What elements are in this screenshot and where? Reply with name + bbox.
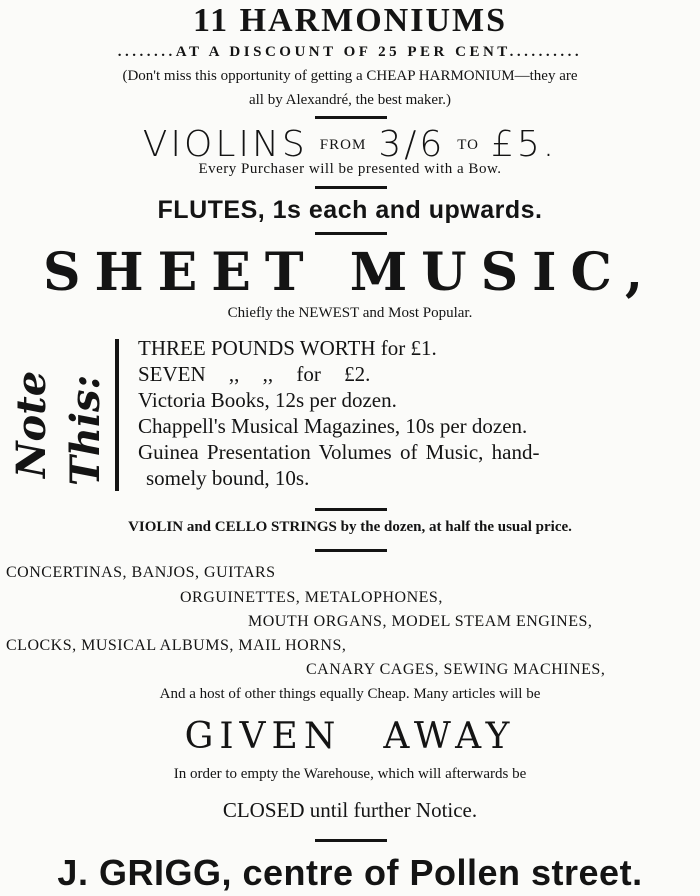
violins-subtitle: Every Purchaser will be presented with a Bow.	[198, 161, 502, 177]
list-item: somely bound, 10s.	[146, 466, 310, 490]
note-this-label	[6, 338, 109, 488]
violins-word: VIOLINS	[142, 124, 308, 165]
list-item: Guinea Presentation Volumes of Music, hand-	[138, 440, 540, 464]
goods-line: MOUTH ORGANS, MODEL STEAM ENGINES,	[248, 613, 593, 630]
violins-high-price: £5.	[490, 124, 558, 165]
goods-line: ORGUINETTES, METALOPHONES,	[180, 589, 443, 606]
note-bar	[115, 339, 119, 491]
given-away-subtitle: In order to empty the Warehouse, which will afterwards be	[173, 766, 527, 782]
list-item: SEVEN ,, ,, for £2.	[138, 362, 371, 386]
strings-line: VIOLIN and CELLO STRINGS by the dozen, at half the usual price.	[128, 519, 572, 535]
closed-line: CLOSED until further Notice.	[222, 798, 478, 822]
divider	[315, 549, 387, 552]
violins-low-price: 3/6	[378, 124, 446, 165]
list-item: Chappell's Musical Magazines, 10s per dozen.	[138, 414, 528, 438]
divider	[315, 232, 387, 235]
divider	[315, 508, 387, 511]
divider	[315, 186, 387, 189]
violins-heading	[0, 124, 700, 165]
note-this-list	[138, 335, 540, 491]
list-item: THREE POUNDS WORTH for £1.	[138, 336, 437, 360]
sheet-music-title: SHEET MUSIC,	[42, 242, 658, 303]
violins-to: TO	[457, 137, 479, 153]
note-word: Note	[8, 370, 55, 478]
goods-line: CLOCKS, MUSICAL ALBUMS, MAIL HORNS,	[6, 637, 347, 654]
violins-from: FROM	[319, 137, 367, 153]
harmoniums-title: 11 HARMONIUMS	[192, 2, 508, 39]
goods-line: CONCERTINAS, BANJOS, GUITARS	[6, 564, 276, 581]
list-item: Victoria Books, 12s per dozen.	[138, 388, 397, 412]
goods-line: CANARY CAGES, SEWING MACHINES,	[306, 661, 606, 678]
harmoniums-note-line2: all by Alexandré, the best maker.)	[248, 92, 452, 108]
given-away-heading	[0, 716, 700, 757]
flutes-line: FLUTES, 1s each and upwards.	[157, 196, 543, 224]
host-line: And a host of other things equally Cheap. Many articles will be	[159, 686, 541, 702]
divider	[315, 116, 387, 119]
footer-address: J. GRIGG, centre of Pollen street.	[57, 852, 643, 893]
this-word: This:	[62, 374, 109, 486]
sheet-music-subtitle: Chiefly the NEWEST and Most Popular.	[227, 305, 473, 321]
away-word: AWAY	[383, 716, 516, 757]
given-word: GIVEN	[184, 716, 342, 757]
harmoniums-note-line1: (Don't miss this opportunity of getting a CHEAP HARMONIUM—they are	[122, 68, 578, 84]
harmoniums-discount: ........AT A DISCOUNT OF 25 PER CENT..........	[117, 44, 583, 60]
divider	[315, 839, 387, 842]
